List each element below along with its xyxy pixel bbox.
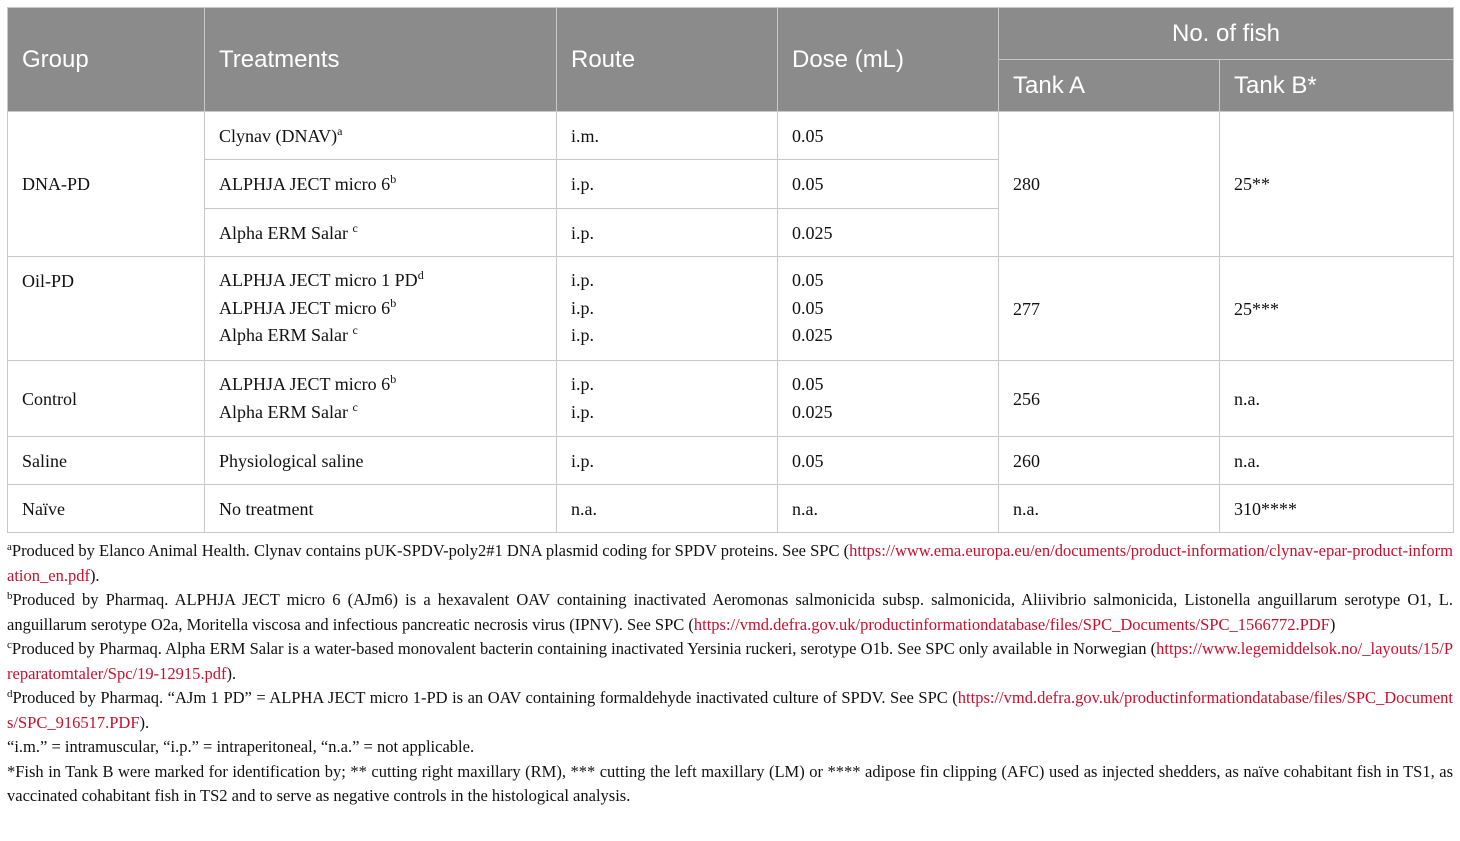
header-tank-a: Tank A bbox=[999, 60, 1220, 112]
treatment-table bbox=[7, 7, 1454, 533]
footnote-c-link[interactable]: https://www.legemiddelsok.no/_layouts/15/Preparatomtaler/Spc/19-12915.pdf bbox=[7, 639, 1453, 683]
route-cell: i.p. i.p. i.p. bbox=[557, 257, 778, 361]
table-row bbox=[8, 112, 1454, 160]
tank-b-cell: n.a. bbox=[1220, 437, 1454, 485]
route-cell: i.p. bbox=[557, 160, 778, 209]
header-treatments: Treatments bbox=[205, 8, 557, 112]
tank-a-cell: 260 bbox=[999, 437, 1220, 485]
tank-a-cell: n.a. bbox=[999, 485, 1220, 533]
group-cell: DNA-PD bbox=[8, 112, 205, 257]
tank-b-cell: 25** bbox=[1220, 112, 1454, 257]
treatment-cell: No treatment bbox=[205, 485, 557, 533]
route-cell: n.a. bbox=[557, 485, 778, 533]
footnote-tank-b: *Fish in Tank B were marked for identification by; ** cutting right maxillary (RM), *** cutting the left maxillary (LM) or **** adipose fin clipping (AFC) used as injected shedders, as naïve cohabitant fish in TS1, as vaccinated cohabitant fish in TS2 and to serve as negative controls in the histological analysis. bbox=[7, 761, 1453, 805]
dose-cell: 0.05 bbox=[778, 160, 999, 209]
route-cell: i.p. bbox=[557, 437, 778, 485]
tank-a-cell: 277 bbox=[999, 257, 1220, 361]
footnote-b-link[interactable]: https://vmd.defra.gov.uk/productinformationdatabase/files/SPC_Documents/SPC_1566772.PDF bbox=[693, 614, 1330, 634]
dose-cell: 0.05 0.05 0.025 bbox=[778, 257, 999, 361]
treatment-cell: ALPHJA JECT micro 6$^b$ Alpha ERM Salar $^c$ bbox=[205, 361, 557, 437]
table-row bbox=[8, 437, 1454, 485]
treatment-cell: Clynav (DNAV)$^a$ bbox=[205, 112, 557, 160]
footnote-c: $^c$Produced by Pharmaq. Alpha ERM Salar is a water-based monovalent bacterin containing inactivated Yersinia ruckeri, serotype O1b. See SPC only available in Norwegian (https://www.legemiddelsok.no/_layouts/15/Preparatomtaler/Spc/19-12915.pdf). bbox=[7, 639, 1453, 683]
tank-a-cell: 280 bbox=[999, 112, 1220, 257]
header-route: Route bbox=[557, 8, 778, 112]
table-figure bbox=[7, 7, 1453, 809]
tank-a-cell: 256 bbox=[999, 361, 1220, 437]
dose-cell: 0.05 bbox=[778, 437, 999, 485]
group-cell: Control bbox=[8, 361, 205, 437]
treatment-cell: ALPHJA JECT micro 6$^b$ bbox=[205, 160, 557, 209]
footnote-b: $^b$Produced by Pharmaq. ALPHJA JECT micro 6 (AJm6) is a hexavalent OAV containing inactivated Aeromonas salmonicida subsp. salmonicida, Aliivibrio salmonicida, Listonella anguillarum serotype O1, L. anguillarum serotype O2a, Moritella viscosa and infectious pancreatic necrosis virus (IPNV). See SPC (https://vmd.defra.gov.uk/productinformationdatabase/files/SPC_Documents/SPC_1566772.PDF) bbox=[7, 590, 1453, 634]
group-cell: Oil-PD bbox=[8, 257, 205, 361]
dose-cell: n.a. bbox=[778, 485, 999, 533]
header-dose: Dose (mL) bbox=[778, 8, 999, 112]
header-no-of-fish: No. of fish bbox=[999, 8, 1454, 60]
footnote-a-link[interactable]: https://www.ema.europa.eu/en/documents/product-information/clynav-epar-product-information_en.pdf bbox=[7, 541, 1453, 585]
table-row bbox=[8, 361, 1454, 437]
dose-cell: 0.025 bbox=[778, 209, 999, 257]
route-cell: i.m. bbox=[557, 112, 778, 160]
table-row bbox=[8, 257, 1454, 361]
table-footnotes bbox=[7, 539, 1453, 809]
tank-b-cell: 25*** bbox=[1220, 257, 1454, 361]
treatment-cell: ALPHJA JECT micro 1 $PD^d$ ALPHJA JECT micro 6$^b$ Alpha ERM Salar $^c$ bbox=[205, 257, 557, 361]
footnote-d-link[interactable]: https://vmd.defra.gov.uk/productinformationdatabase/files/SPC_Documents/SPC_916517.PDF bbox=[7, 688, 1453, 732]
footnote-a: $^a$Produced by Elanco Animal Health. Clynav contains pUK-SPDV-poly2#1 DNA plasmid coding for SPDV proteins. See SPC (https://www.ema.europa.eu/en/documents/product-information/clynav-epar-product-information_en.pdf). bbox=[7, 541, 1453, 585]
group-cell: Naïve bbox=[8, 485, 205, 533]
header-tank-b: Tank B* bbox=[1220, 60, 1454, 112]
tank-b-cell: n.a. bbox=[1220, 361, 1454, 437]
tank-b-cell: 310**** bbox=[1220, 485, 1454, 533]
group-cell: Saline bbox=[8, 437, 205, 485]
footnote-abbreviations: “i.m.” = intramuscular, “i.p.” = intraperitoneal, “n.a.” = not applicable. bbox=[7, 737, 475, 756]
treatment-cell: Alpha ERM Salar $^c$ bbox=[205, 209, 557, 257]
dose-cell: 0.05 bbox=[778, 112, 999, 160]
header-group: Group bbox=[8, 8, 205, 112]
route-cell: i.p. bbox=[557, 209, 778, 257]
footnote-d: $^d$Produced by Pharmaq. “AJm 1 PD” = ALPHA JECT micro 1-PD is an OAV containing formaldehyde inactivated culture of SPDV. See SPC (https://vmd.defra.gov.uk/productinformationdatabase/files/SPC_Documents/SPC_916517.PDF). bbox=[7, 688, 1453, 732]
dose-cell: 0.05 0.025 bbox=[778, 361, 999, 437]
treatment-cell: Physiological saline bbox=[205, 437, 557, 485]
table-row bbox=[8, 485, 1454, 533]
route-cell: i.p. i.p. bbox=[557, 361, 778, 437]
